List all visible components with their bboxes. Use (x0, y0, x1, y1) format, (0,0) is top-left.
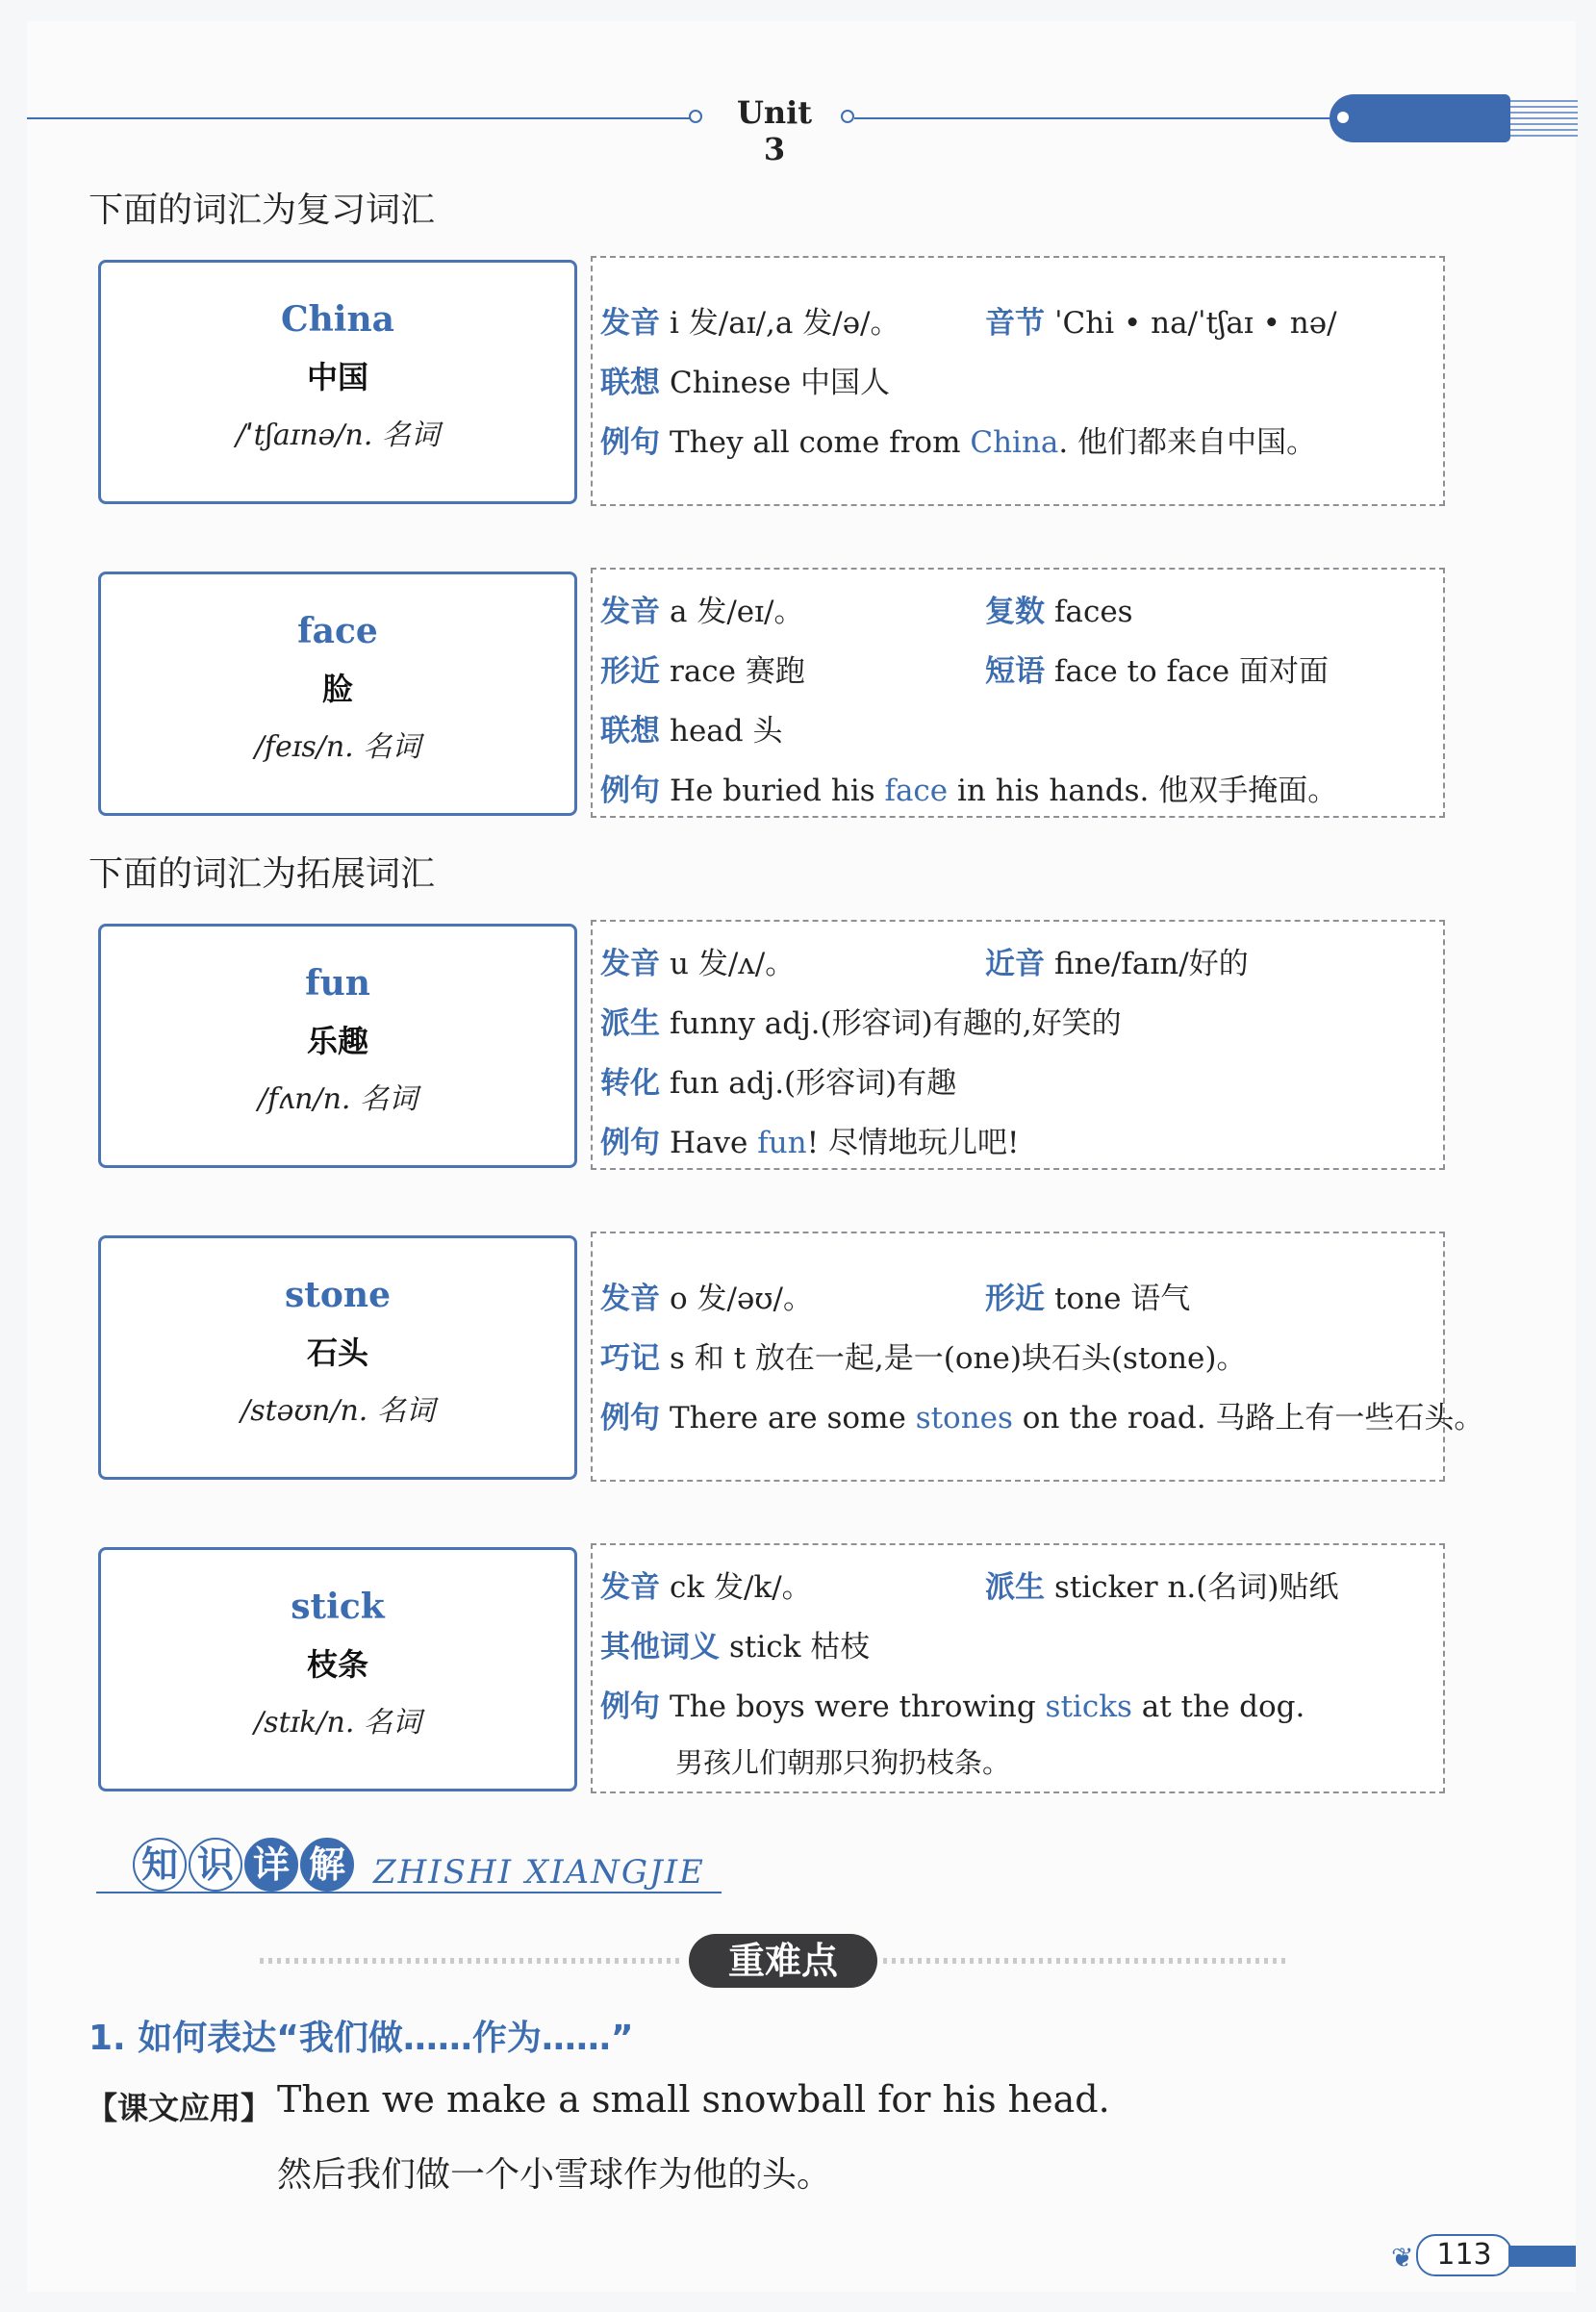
word-phonetic: /stɪk/n. 名词 (254, 1706, 421, 1740)
note-text: o 发/əʊ/。 (670, 1282, 813, 1316)
word-card-face (98, 572, 577, 816)
dotted-rule-left (260, 1958, 683, 1964)
header-rule-right (854, 117, 1335, 119)
example-text: There are some (670, 1401, 916, 1435)
knowledge-banner (96, 1830, 770, 1907)
point-title: 1. 如何表达“我们做……作为……” (89, 2019, 634, 2058)
word-meaning: 脸 (321, 671, 353, 707)
note-text: Chinese 中国人 (670, 366, 891, 400)
note-text: s 和 t 放在一起,是一(one)块石头(stone)。 (670, 1341, 1247, 1376)
word-phonetic: /feɪs/n. 名词 (254, 730, 421, 764)
note-label: 发音 (600, 1282, 660, 1316)
example-highlight: stones (915, 1401, 1013, 1435)
example-highlight: fun (757, 1126, 807, 1160)
word-phonetic: /fʌn/n. 名词 (258, 1082, 418, 1116)
word-card-china (98, 260, 577, 504)
note-text: fun adj.(形容词)有趣 (670, 1066, 957, 1101)
word-meaning: 石头 (306, 1334, 368, 1371)
note-label: 例句 (600, 1126, 660, 1160)
word-notes-china (591, 256, 1445, 506)
note-label: 其他词义 (600, 1630, 720, 1664)
example-text: ! 尽情地玩儿吧! (806, 1126, 1020, 1160)
header-stripes (1510, 100, 1578, 139)
note-label: 例句 (600, 1401, 660, 1435)
word-headword: stick (291, 1587, 385, 1627)
note-text: fine/faɪn/好的 (1054, 947, 1249, 981)
note-text: i 发/aɪ/,a 发/ə/。 (670, 306, 900, 341)
example-text: They all come from (670, 425, 971, 460)
note-text: race 赛跑 (670, 654, 805, 689)
page-number-bar (1508, 2246, 1576, 2267)
word-notes-fun (591, 920, 1445, 1170)
note-text: a 发/eɪ/。 (670, 595, 804, 629)
note-label: 转化 (600, 1066, 660, 1101)
word-meaning: 枝条 (306, 1646, 368, 1683)
note-text: ck 发/k/。 (670, 1570, 812, 1605)
header-tab-dot (1337, 112, 1349, 123)
note-label: 发音 (600, 595, 660, 629)
example-text: Have (670, 1126, 758, 1160)
banner-char: 详 (244, 1838, 298, 1892)
note-label: 例句 (600, 1690, 660, 1724)
unit-title: Unit 3 (736, 94, 813, 167)
banner-char: 知 (133, 1838, 187, 1892)
word-card-stick (98, 1547, 577, 1791)
note-label: 联想 (600, 366, 660, 400)
example-text: . 他们都来自中国。 (1058, 425, 1317, 460)
note-text: stick 枯枝 (729, 1630, 871, 1664)
note-text: head 头 (670, 714, 783, 749)
note-label: 派生 (985, 1570, 1045, 1605)
application-label: 【课文应用】 (87, 2090, 272, 2126)
note-text: sticker n.(名词)贴纸 (1054, 1570, 1339, 1605)
header-dot-right (841, 110, 854, 123)
dotted-rule-right (883, 1958, 1287, 1964)
note-text: tone 语气 (1054, 1282, 1191, 1316)
word-phonetic: /ˈtʃaɪnə/n. 名词 (236, 419, 440, 452)
page-number: 113 (1416, 2234, 1512, 2276)
banner-char: 识 (189, 1838, 242, 1892)
example-text: on the road. 马路上有一些石头。 (1012, 1401, 1484, 1435)
note-text: ˈChi • na/ˈtʃaɪ • nə/ (1054, 306, 1337, 341)
example-highlight: sticks (1045, 1690, 1132, 1724)
header-dot-left (689, 110, 702, 123)
word-card-fun (98, 924, 577, 1168)
word-meaning: 中国 (306, 359, 368, 395)
note-label: 形近 (600, 654, 660, 689)
word-headword: China (280, 299, 394, 340)
word-headword: stone (285, 1275, 391, 1315)
banner-pinyin: ZHISHI XIANGJIE (373, 1853, 705, 1892)
banner-char: 解 (300, 1838, 354, 1892)
note-label: 例句 (600, 774, 660, 808)
note-label: 音节 (985, 306, 1045, 341)
review-section-title: 下面的词汇为复习词汇 (89, 191, 436, 230)
note-label: 发音 (600, 947, 660, 981)
note-text: funny adj.(形容词)有趣的,好笑的 (670, 1006, 1122, 1041)
header-rule-left (27, 117, 691, 119)
note-text: u 发/ʌ/。 (670, 947, 796, 981)
header-tab (1330, 94, 1510, 142)
expand-section-title: 下面的词汇为拓展词汇 (89, 854, 436, 894)
difficulty-badge: 重难点 (689, 1934, 877, 1988)
application-translation: 然后我们做一个小雪球作为他的头。 (277, 2155, 832, 2195)
word-headword: face (297, 611, 378, 651)
note-label: 发音 (600, 306, 660, 341)
note-text: face to face 面对面 (1054, 654, 1330, 689)
example-highlight: face (884, 774, 949, 808)
note-label: 近音 (985, 947, 1045, 981)
word-phonetic: /stəʊn/n. 名词 (241, 1394, 435, 1428)
example-text: The boys were throwing (670, 1690, 1046, 1724)
note-label: 巧记 (600, 1341, 660, 1376)
example-text: He buried his (670, 774, 885, 808)
note-text: faces (1054, 595, 1133, 629)
word-notes-stick (591, 1543, 1445, 1793)
note-label: 派生 (600, 1006, 660, 1041)
word-meaning: 乐趣 (306, 1023, 368, 1059)
example-text: in his hands. 他双手掩面。 (948, 774, 1338, 808)
word-notes-stone (591, 1232, 1484, 1482)
application-sentence: Then we make a small snowball for his head. (277, 2078, 1110, 2121)
word-notes-face (591, 568, 1445, 818)
note-label: 短语 (985, 654, 1045, 689)
example-text: at the dog. (1131, 1690, 1305, 1724)
leaf-icon: ❦ (1391, 2242, 1414, 2274)
banner-underline (96, 1892, 722, 1893)
example-highlight: China (970, 425, 1059, 460)
note-label: 联想 (600, 714, 660, 749)
word-card-stone (98, 1235, 577, 1480)
note-label: 复数 (985, 595, 1045, 629)
word-headword: fun (305, 963, 370, 1004)
note-label: 形近 (985, 1282, 1045, 1316)
example-translation: 男孩儿们朝那只狗扔枝条。 (675, 1746, 1011, 1779)
note-label: 例句 (600, 425, 660, 460)
note-label: 发音 (600, 1570, 660, 1605)
